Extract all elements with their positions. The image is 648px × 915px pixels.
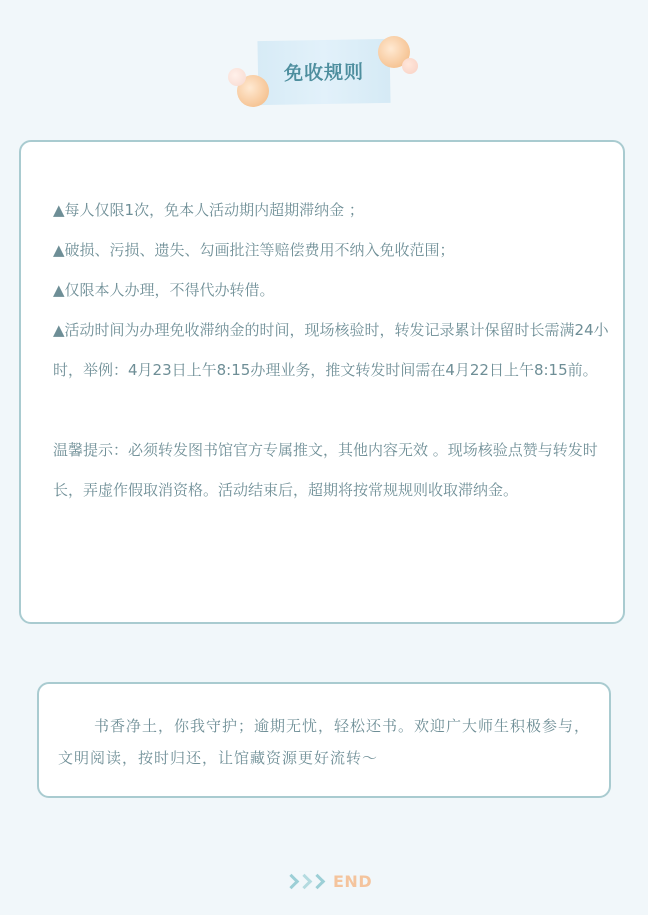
- chevron-right-icon: [310, 873, 326, 889]
- rule-item: ▲活动时间为办理免收滞纳金的时间，现场核验时，转发记录累计保留时长需满24小时，举例：4月23日上午8:15办理业务，推文转发时间需在4月22日上午8:15前。: [53, 321, 609, 379]
- rule-item: ▲每人仅限1次，免本人活动期内超期滞纳金 ；: [53, 201, 364, 219]
- note-card: [37, 682, 611, 798]
- spacer: [53, 390, 609, 430]
- rule-item: ▲破损、污损、遗失、勾画批注等赔偿费用不纳入免收范围；: [53, 241, 455, 259]
- page-title: 免收规则: [283, 61, 365, 85]
- decorative-bubble: [402, 58, 418, 74]
- rules-card: [19, 140, 625, 624]
- end-label: END: [333, 871, 373, 891]
- note-text: 书香净土，你我守护；逾期无忧，轻松还书。欢迎广大师生积极参与，文明阅读，按时归还，让馆藏资源更好流转～: [58, 717, 591, 767]
- title-banner: [257, 39, 390, 105]
- rule-item: ▲仅限本人办理，不得代办转借。: [53, 281, 275, 299]
- rules-tip: 温馨提示：必须转发图书馆官方专属推文，其他内容无效 。现场核验点赞与转发时长，弄虚作假取消资格。活动结束后，超期将按常规规则收取滞纳金。: [53, 441, 598, 499]
- decorative-bubble: [228, 68, 246, 86]
- rules-list: [53, 190, 609, 510]
- end-marker: [286, 871, 372, 891]
